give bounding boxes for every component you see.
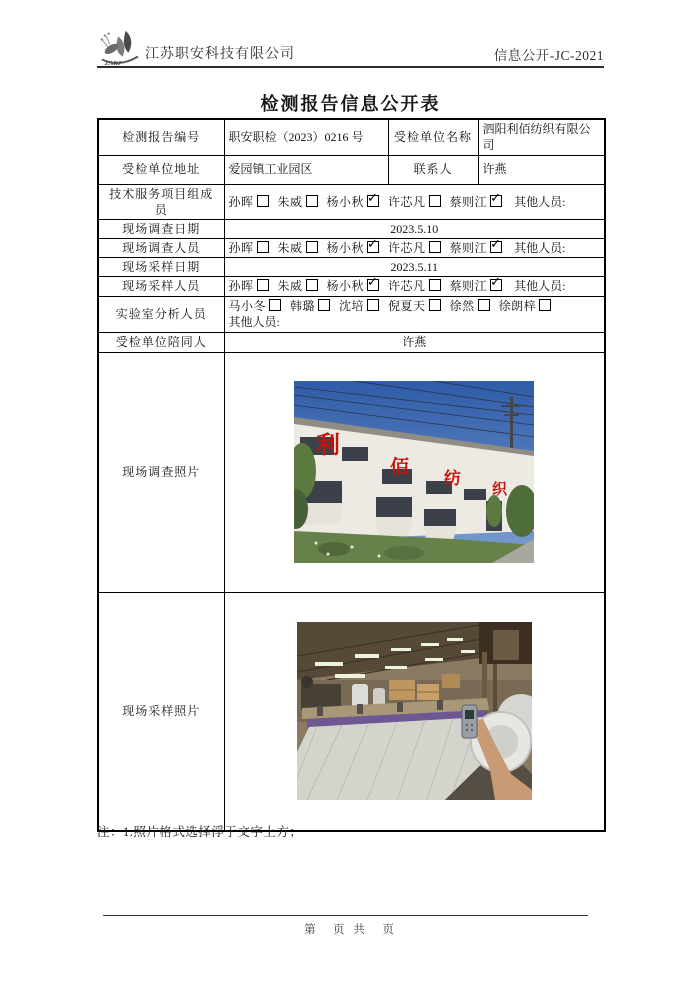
member-item [388, 241, 441, 255]
page-header [97, 28, 604, 68]
member-list [229, 195, 512, 209]
survey-date-label: 现场调查日期 [98, 219, 224, 238]
escort-label: 受检单位陪同人 [98, 332, 224, 352]
table-row [98, 258, 605, 277]
survey-date-value: 2023.5.10 [224, 219, 605, 238]
table-row [98, 332, 605, 352]
checkbox-icon [478, 299, 490, 311]
member-item [229, 299, 282, 313]
member-name: 杨小秋 [326, 194, 365, 209]
member-item [388, 299, 441, 313]
checkbox-icon [257, 279, 269, 291]
survey-members-cell [224, 239, 605, 258]
checkbox-icon [490, 241, 502, 253]
member-name: 许芯凡 [388, 194, 426, 209]
checkbox-icon [306, 195, 318, 207]
member-list [229, 299, 561, 313]
member-name: 倪夏天 [388, 298, 426, 313]
table-row [98, 219, 605, 238]
member-item [450, 195, 503, 209]
report-no-value: 职安职检（2023）0216 号 [224, 119, 388, 155]
member-name: 朱威 [277, 194, 303, 209]
member-item [278, 279, 318, 293]
member-name: 孙晖 [228, 241, 254, 256]
member-item [450, 241, 503, 255]
sign-char-4: 织 [492, 481, 508, 499]
sign-char-3: 纺 [444, 469, 462, 489]
member-name: 沈培 [339, 298, 365, 313]
checkbox-icon [367, 279, 379, 291]
checkbox-icon [429, 241, 441, 253]
doc-code: 信息公开-JC-2021 [493, 47, 604, 63]
footnote: 注：1.照片格式选择浮于文字上方； [97, 825, 303, 839]
member-item [327, 279, 380, 293]
checkbox-icon [257, 241, 269, 253]
unit-name-value: 泗阳利佰纺织有限公司 [478, 119, 605, 155]
footer-divider [103, 915, 588, 916]
company-name: 江苏职安科技有限公司 [145, 47, 295, 62]
lab-members-label: 实验室分析人员 [98, 296, 224, 332]
checkbox-icon [429, 195, 441, 207]
checkbox-icon [429, 299, 441, 311]
member-item [327, 195, 380, 209]
unit-name-label: 受检单位名称 [388, 119, 478, 155]
survey-photo [294, 381, 534, 563]
member-name: 许芯凡 [388, 241, 426, 256]
checkbox-icon [306, 241, 318, 253]
company-logo-icon [97, 28, 143, 66]
survey-photo-label: 现场调查照片 [98, 352, 224, 592]
checkbox-icon [257, 195, 269, 207]
escort-value: 许燕 [224, 332, 605, 352]
member-list [229, 279, 512, 293]
checkbox-icon [367, 241, 379, 253]
member-item [450, 279, 503, 293]
member-item [339, 299, 379, 313]
member-item [499, 299, 552, 313]
member-item [229, 195, 269, 209]
member-item [388, 279, 441, 293]
sampling-members-label: 现场采样人员 [98, 277, 224, 296]
contact-value: 许燕 [478, 155, 605, 184]
member-name: 韩璐 [290, 298, 316, 313]
table-row [98, 352, 605, 592]
sampling-date-label: 现场采样日期 [98, 258, 224, 277]
unit-address-label: 受检单位地址 [98, 155, 224, 184]
checkbox-icon [269, 299, 281, 311]
others-label: 其他人员: [514, 194, 566, 209]
sampling-photo-label: 现场采样照片 [98, 592, 224, 831]
doorway [493, 630, 519, 660]
table-row [98, 184, 605, 219]
report-no-label: 检测报告编号 [98, 119, 224, 155]
survey-photo-cell [224, 352, 605, 592]
tech-team-label: 技术服务项目组成员 [98, 184, 224, 219]
checkbox-icon [429, 279, 441, 291]
table-row [98, 592, 605, 831]
tech-team-members-cell [224, 184, 605, 219]
contact-label: 联系人 [388, 155, 478, 184]
checkbox-icon [539, 299, 551, 311]
table-row [98, 119, 605, 155]
page-number-text: 第 页 共 页 [304, 924, 397, 936]
sampling-members-cell [224, 277, 605, 296]
table-row [98, 239, 605, 258]
member-item [229, 241, 269, 255]
report-info-table [97, 118, 606, 832]
member-name: 孙晖 [228, 194, 254, 209]
member-name: 杨小秋 [326, 279, 365, 294]
unit-address-value: 爱园镇工业园区 [224, 155, 388, 184]
member-name: 蔡则江 [449, 241, 488, 256]
checkbox-icon [367, 299, 379, 311]
measuring-device [462, 705, 477, 738]
member-name: 蔡则江 [449, 194, 488, 209]
sampling-photo-cell [224, 592, 605, 831]
member-name: 朱威 [277, 241, 303, 256]
checkbox-icon [318, 299, 330, 311]
sampling-photo [297, 622, 532, 800]
table-row [98, 296, 605, 332]
others-label: 其他人员: [514, 241, 566, 256]
member-name: 许芯凡 [388, 279, 426, 294]
lab-members-cell [224, 296, 605, 332]
member-item [327, 241, 380, 255]
checkbox-icon [367, 195, 379, 207]
table-row [98, 277, 605, 296]
survey-members-label: 现场调查人员 [98, 239, 224, 258]
sampling-date-value: 2023.5.11 [224, 258, 605, 277]
others-label: 其他人员: [514, 279, 566, 294]
member-list [229, 241, 512, 255]
table-row [98, 155, 605, 184]
member-item [229, 279, 269, 293]
member-name: 杨小秋 [326, 241, 365, 256]
member-name: 朱威 [277, 279, 303, 294]
member-item [290, 299, 330, 313]
member-name: 孙晖 [228, 279, 254, 294]
member-name: 徐然 [449, 298, 475, 313]
member-item [278, 241, 318, 255]
page-title: 检测报告信息公开表 [260, 94, 441, 114]
checkbox-icon [490, 279, 502, 291]
member-item [278, 195, 318, 209]
sign-char-2: 佰 [390, 457, 410, 479]
checkbox-icon [306, 279, 318, 291]
member-name: 徐朗梓 [498, 298, 537, 313]
logo-text: ZAKJ [104, 60, 122, 66]
sign-char-1: 利 [316, 432, 341, 460]
others-label: 其他人员: [228, 315, 280, 330]
member-name: 蔡则江 [449, 279, 488, 294]
member-item [450, 299, 490, 313]
member-name: 马小冬 [228, 298, 267, 313]
checkbox-icon [490, 195, 502, 207]
member-item [388, 195, 441, 209]
